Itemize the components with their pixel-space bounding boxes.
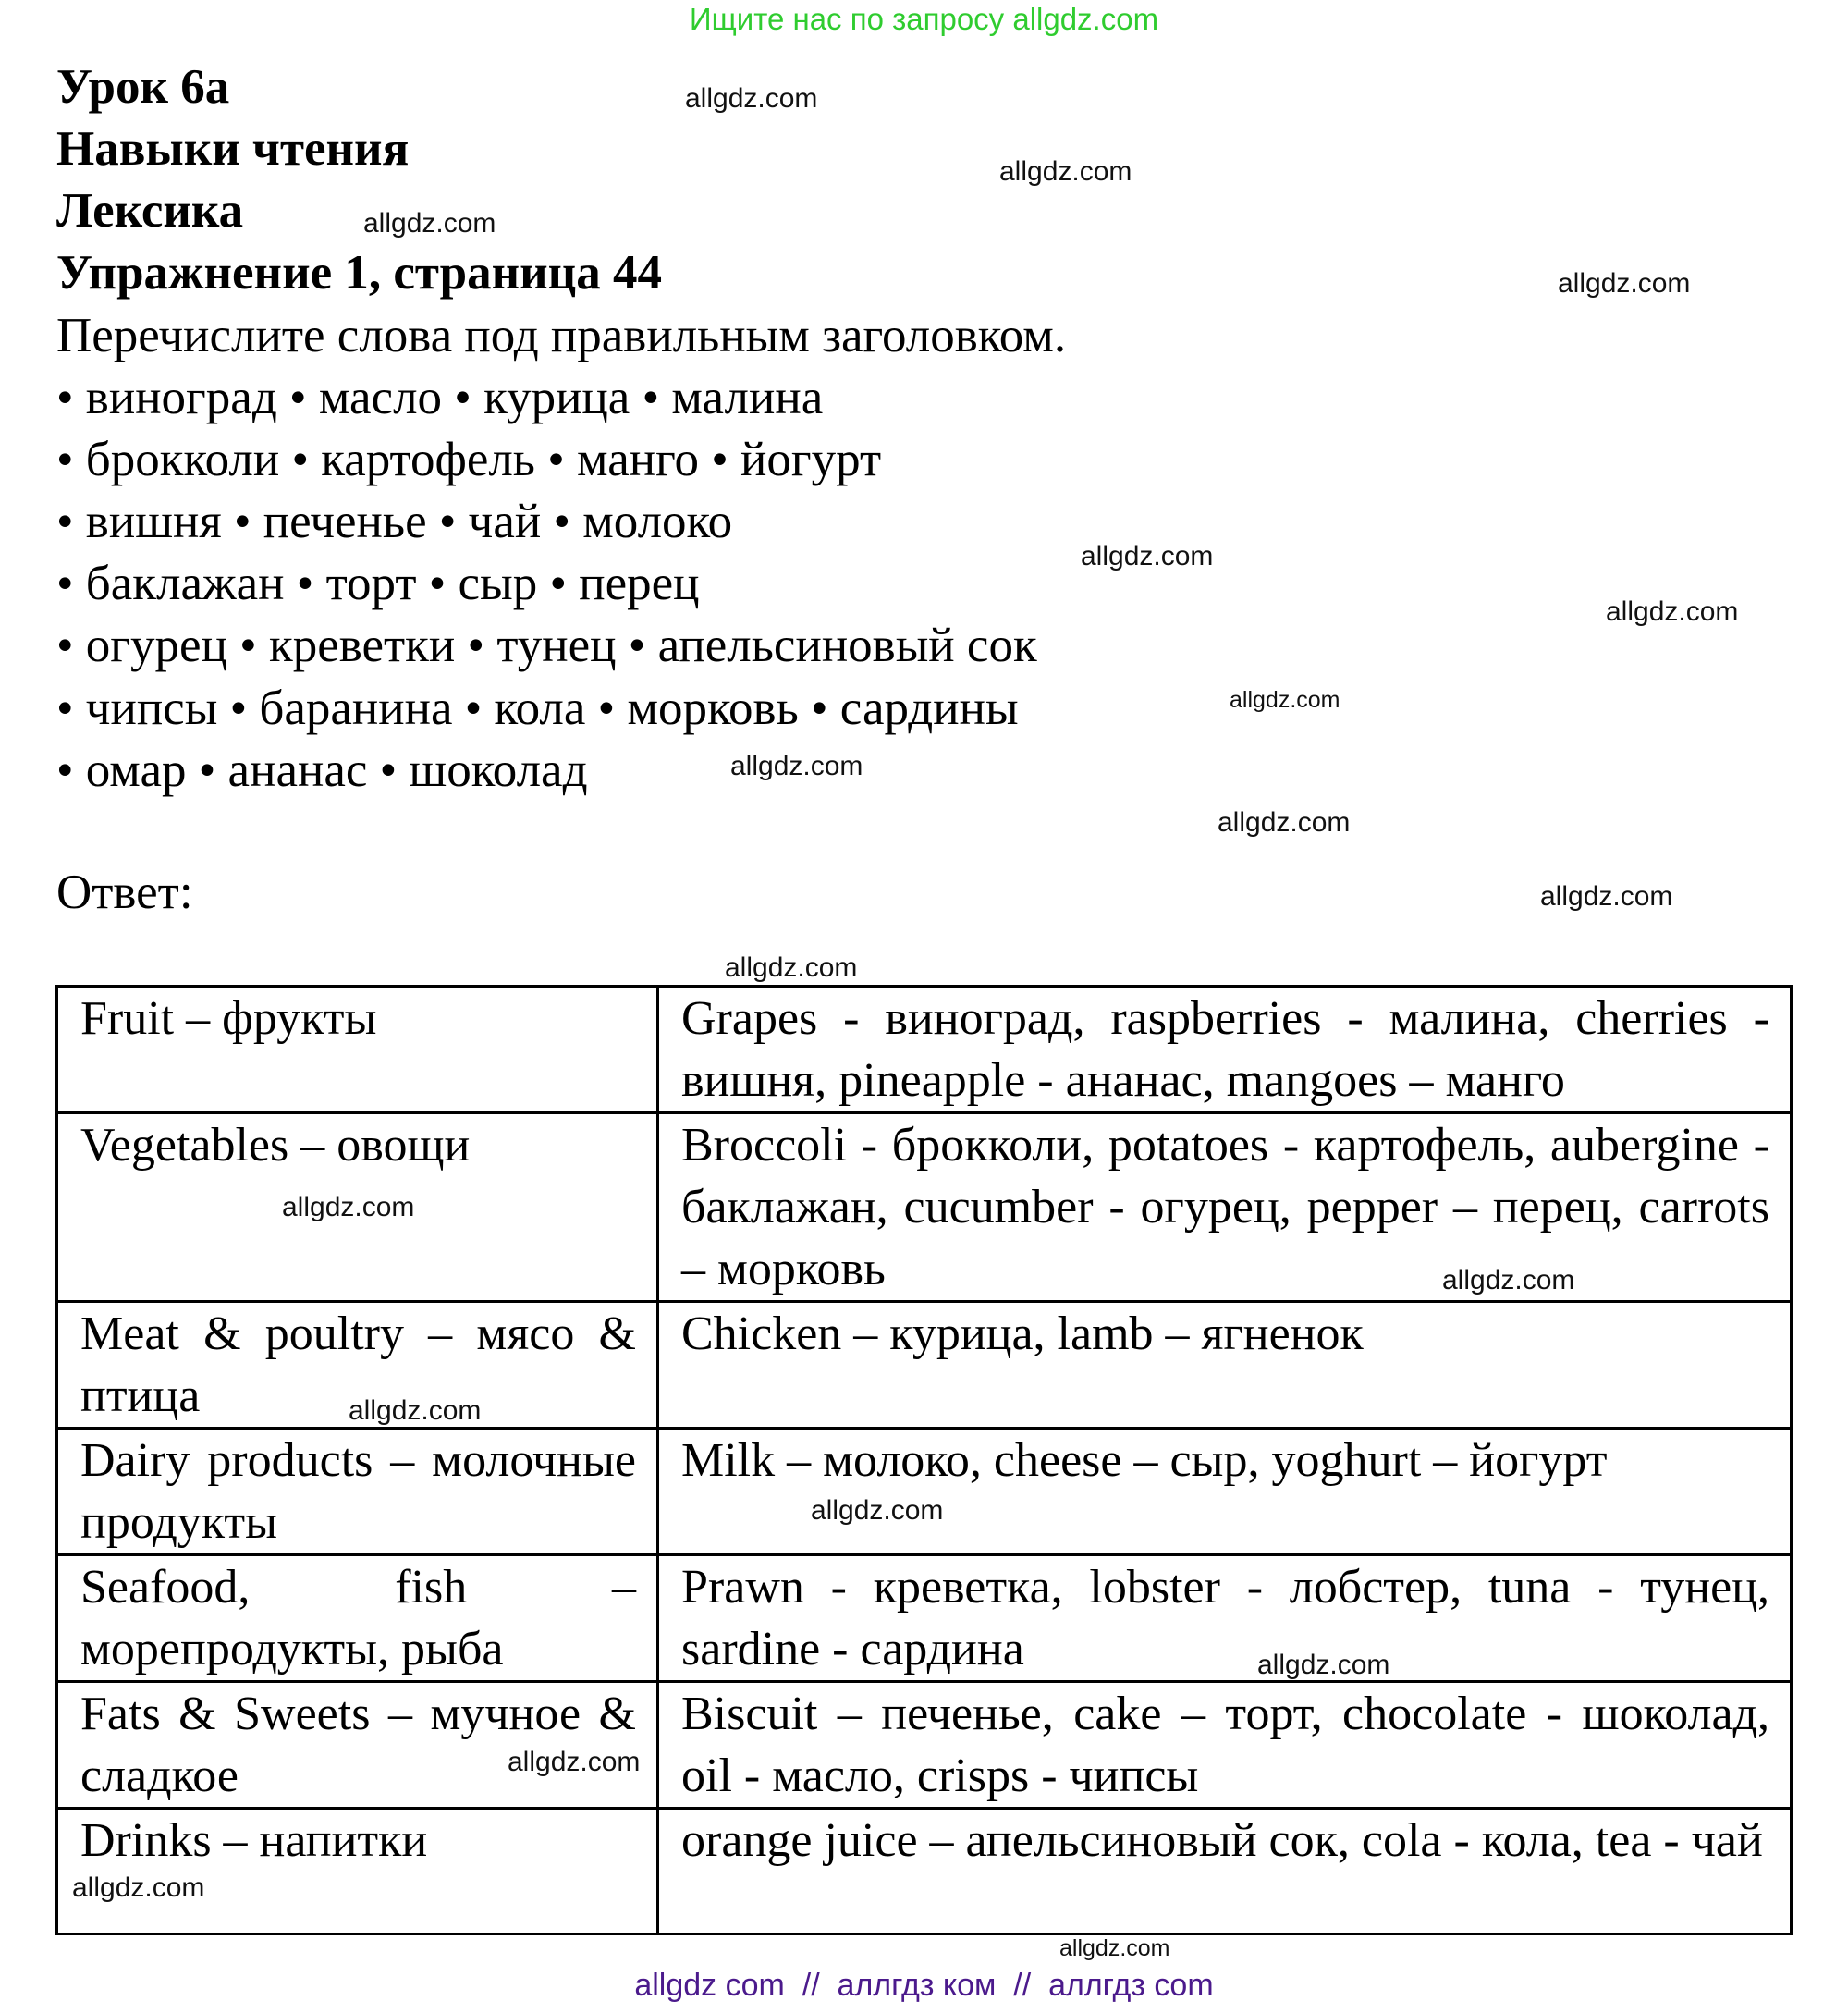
top-ad-text: Ищите нас по запросу allgdz.com bbox=[689, 2, 1159, 36]
watermark: allgdz.com bbox=[1606, 596, 1739, 627]
watermark: allgdz.com bbox=[1442, 1265, 1575, 1295]
instruction: Перечислите слова под правильным заголовком. bbox=[56, 309, 1067, 362]
category-cell: Fats & Sweets – мучное & сладкое bbox=[57, 1682, 658, 1809]
words-cell: Prawn - креветка, lobster - лобстер, tuna - тунец, sardine - сардина bbox=[658, 1555, 1792, 1682]
watermark: allgdz.com bbox=[349, 1395, 482, 1426]
watermark: allgdz.com bbox=[811, 1495, 944, 1526]
word-line: • вишня • печенье • чай • молоко bbox=[56, 495, 733, 548]
watermark: allgdz.com bbox=[1540, 881, 1673, 912]
category-cell: Seafood, fish – морепродукты, рыба bbox=[57, 1555, 658, 1682]
watermark: allgdz.com bbox=[1257, 1650, 1390, 1680]
table-row bbox=[57, 1682, 1792, 1809]
words-cell: Broccoli - брокколи, potatoes - картофель, aubergine - баклажан, cucumber - огурец, pepper – перец, carrots – морковь bbox=[658, 1113, 1792, 1302]
words-cell: Grapes - виноград, raspberries - малина, cherries - вишня, pineapple - ананас, mangoes – манго bbox=[658, 987, 1792, 1113]
watermark: allgdz.com bbox=[685, 83, 818, 114]
bottom-links: allgdz com // аллгдз ком // аллгдз com bbox=[634, 1968, 1214, 2003]
watermark: allgdz.com bbox=[730, 751, 863, 781]
watermark: allgdz.com bbox=[1230, 687, 1340, 713]
words-cell: orange juice – апельсиновый сок, cola - кола, tea - чай bbox=[658, 1809, 1792, 1934]
category-cell: Drinks – напитки bbox=[57, 1809, 658, 1934]
category-cell: Meat & poultry – мясо & птица bbox=[57, 1302, 658, 1429]
word-line: • огурец • креветки • тунец • апельсиновый сок bbox=[56, 619, 1037, 672]
category-cell: Fruit – фрукты bbox=[57, 987, 658, 1113]
category-cell: Dairy products – молочные продукты bbox=[57, 1429, 658, 1555]
watermark: allgdz.com bbox=[1558, 268, 1691, 299]
word-line: • омар • ананас • шоколад bbox=[56, 743, 588, 797]
watermark: allgdz.com bbox=[1059, 1935, 1170, 1961]
words-cell: Milk – молоко, cheese – сыр, yoghurt – йогурт bbox=[658, 1429, 1792, 1555]
table-row bbox=[57, 1429, 1792, 1555]
word-line: • брокколи • картофель • манго • йогурт bbox=[56, 433, 882, 486]
watermark: allgdz.com bbox=[1081, 541, 1214, 571]
watermark: allgdz.com bbox=[508, 1747, 641, 1777]
words-cell: Biscuit – печенье, cake – торт, chocolate - шоколад, oil - масло, crisps - чипсы bbox=[658, 1682, 1792, 1809]
table-row bbox=[57, 1555, 1792, 1682]
words-cell: Chicken – курица, lamb – ягненок bbox=[658, 1302, 1792, 1429]
table-row bbox=[57, 987, 1792, 1113]
watermark: allgdz.com bbox=[282, 1192, 415, 1222]
section-heading: Навыки чтения bbox=[56, 122, 410, 176]
table-row bbox=[57, 1809, 1792, 1934]
answer-label: Ответ: bbox=[56, 865, 193, 919]
lesson-heading: Урок 6а bbox=[56, 60, 230, 114]
watermark: allgdz.com bbox=[72, 1872, 205, 1903]
table-row bbox=[57, 1302, 1792, 1429]
subsection-heading: Лексика bbox=[56, 184, 244, 238]
watermark: allgdz.com bbox=[999, 156, 1132, 187]
word-line: • виноград • масло • курица • малина bbox=[56, 371, 824, 424]
watermark: allgdz.com bbox=[725, 952, 858, 983]
word-line: • чипсы • баранина • кола • морковь • сардины bbox=[56, 681, 1019, 735]
word-line: • баклажан • торт • сыр • перец bbox=[56, 557, 700, 610]
watermark: allgdz.com bbox=[1218, 807, 1351, 838]
watermark: allgdz.com bbox=[363, 208, 496, 239]
answer-table bbox=[55, 985, 1793, 1935]
category-cell: Vegetables – овощи bbox=[57, 1113, 658, 1302]
exercise-heading: Упражнение 1, страница 44 bbox=[56, 246, 662, 300]
